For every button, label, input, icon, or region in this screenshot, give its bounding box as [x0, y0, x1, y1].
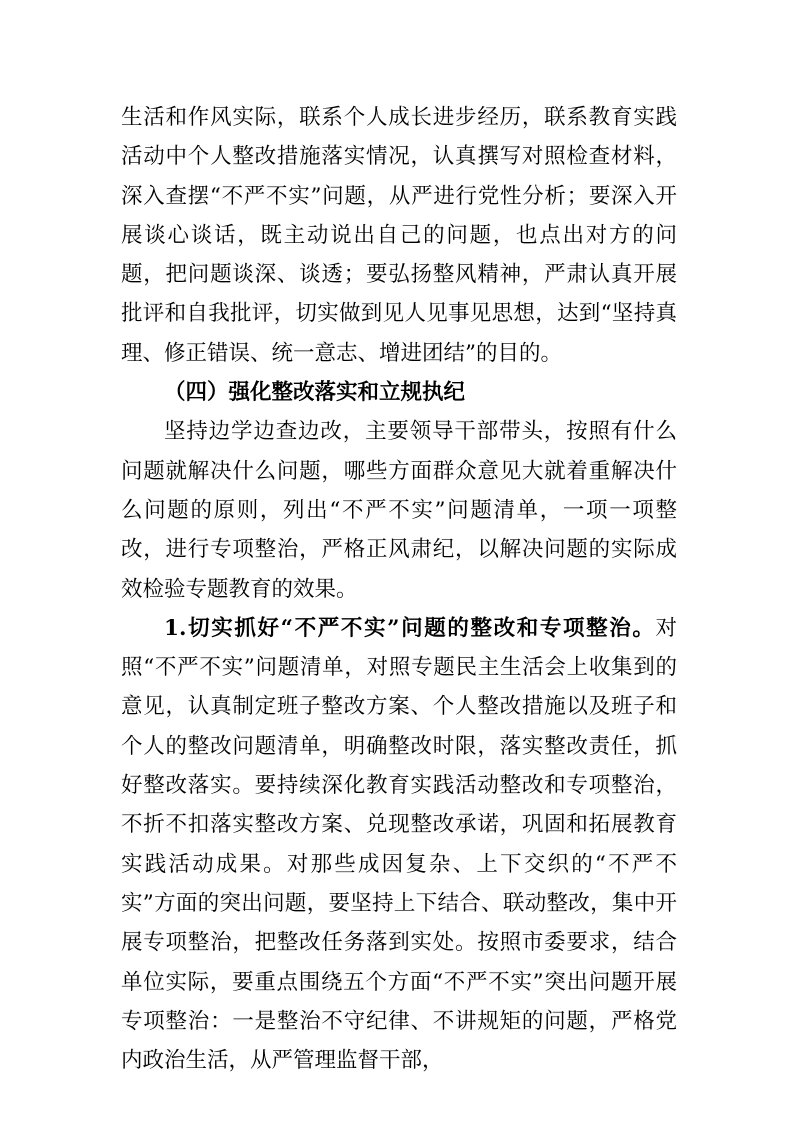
document-page	[121, 98, 677, 1080]
item-1-lead: 1.切实抓好“不严不实”问题的整改和专项整治。	[164, 615, 656, 641]
item-1-body: 对照“不严不实”问题清单，对照专题民主生活会上收集到的意见，认真制定班子整改方案、个人整改措施以及班子和个人的整改问题清单，明确整改时限，落实整改责任，抓好整改落实。要持续深化教育实践活动整改和专项整治，不折不扣落实整改方案、兑现整改承诺，巩固和拓展教育实践活动成果。对那些成因复杂、上下交织的“不严不实”方面的突出问题，要坚持上下结合、联动整改，集中开展专项整治，把整改任务落到实处。按照市委要求，结合单位实际，要重点围绕五个方面“不严不实”突出问题开展专项整治：一是整治不守纪律、不讲规矩的问题，严格党内政治生活，从严管理监督干部，	[121, 615, 677, 1074]
item-1-paragraph	[121, 609, 677, 1081]
section-heading: （四）强化整改落实和立规执纪	[164, 380, 466, 406]
continuation-paragraph: 生活和作风实际，联系个人成长进步经历，联系教育实践活动中个人整改措施落实情况，认真撰写对照检查材料，深入查摆“不严不实”问题，从严进行党性分析；要深入开展谈心谈话，既主动说出自己的问题，也点出对方的问题，把问题谈深、谈透；要弘扬整风精神，严肃认真开展批评和自我批评，切实做到见人见事见思想，达到“坚持真理、修正错误、统一意志、增进团结”的目的。	[121, 105, 677, 366]
section-intro-paragraph: 坚持边学边查边改，主要领导干部带头，按照有什么问题就解决什么问题，哪些方面群众意见大就着重解决什么问题的原则，列出“不严不实”问题清单，一项一项整改，进行专项整治，严格正风肃纪，以解决问题的实际成效检验专题教育的效果。	[121, 419, 677, 602]
